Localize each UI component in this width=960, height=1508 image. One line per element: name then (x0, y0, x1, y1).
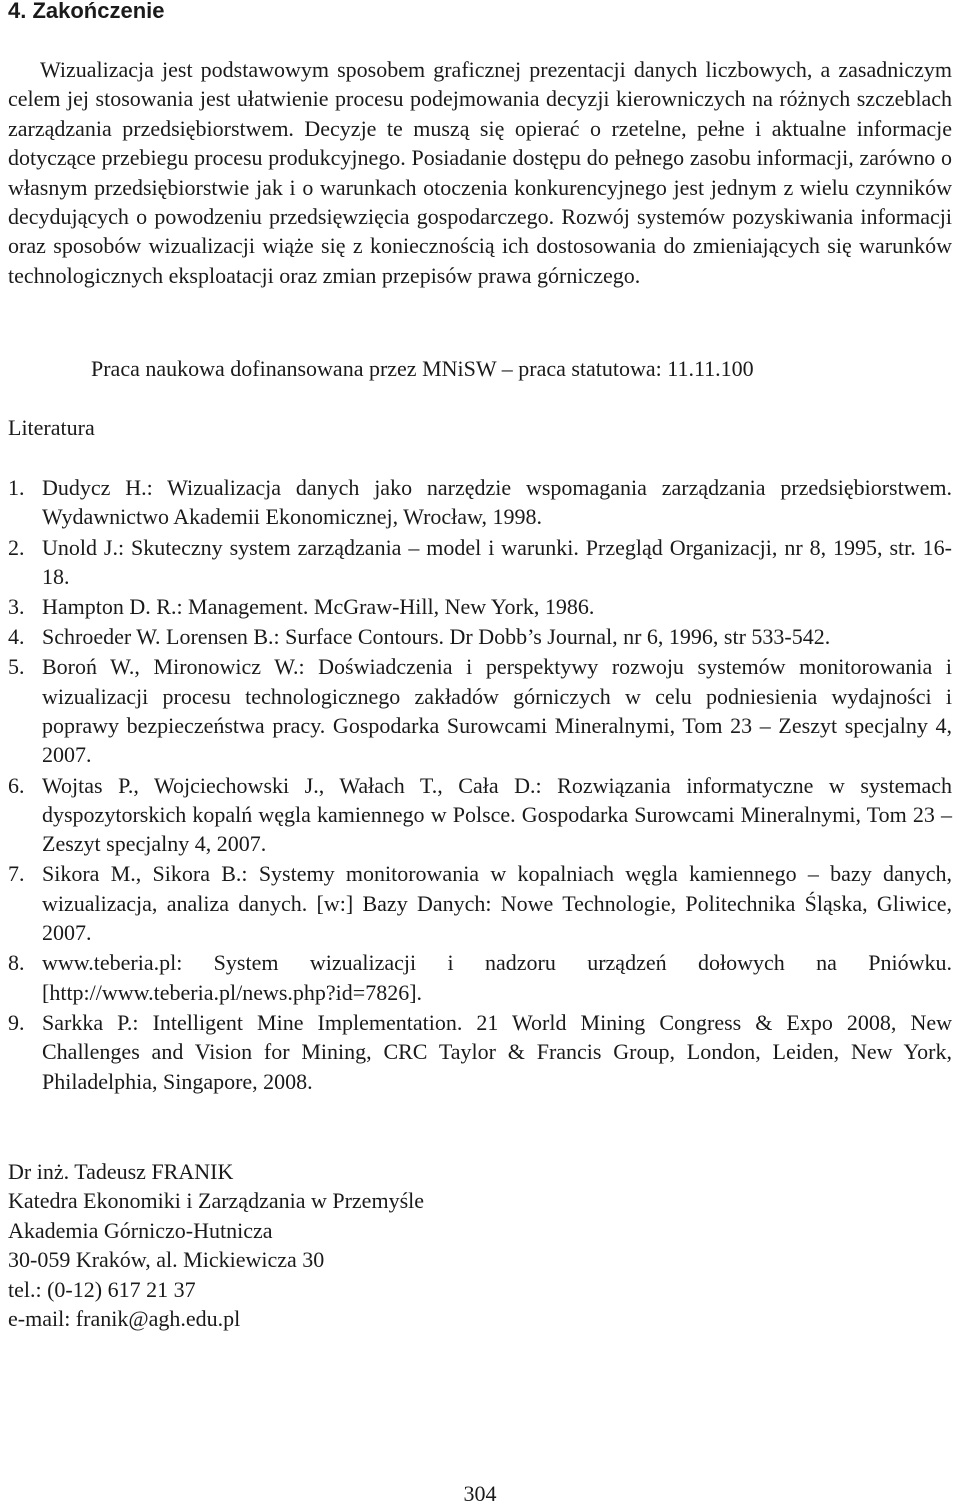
references-heading: Literatura (8, 415, 95, 440)
reference-text: Schroeder W. Lorensen B.: Surface Contours. Dr Dobb’s Journal, nr 6, 1996, str 533-542. (42, 624, 831, 650)
reference-item (8, 533, 952, 592)
section-heading: 4. Zakończenie (8, 0, 165, 23)
reference-item (8, 771, 952, 859)
reference-text: www.teberia.pl: System wizualizacji i nadzoru urządzeń dołowych na Pniówku. [http://www.teberia.pl/news.php?id=7826]. (42, 950, 952, 1005)
author-phone: tel.: (0-12) 617 21 37 (8, 1276, 196, 1302)
reference-text: Unold J.: Skuteczny system zarządzania – model i warunki. Przegląd Organizacji, nr 8, 1995, str. 16-18. (42, 534, 952, 589)
reference-number: 1. (8, 475, 25, 500)
reference-text: Dudycz H.: Wizualizacja danych jako narzędzie wspomagania zarządzania przedsiębiorstwem. Wydawnictwo Akademii Ekonomicznej, Wrocław, 1998. (42, 475, 952, 530)
reference-item (8, 592, 952, 621)
reference-text: Wojtas P., Wojciechowski J., Wałach T., Cała D.: Rozwiązania informatyczne w systemach dyspozytorskich kopalń węgla kamiennego w Polsce. Gospodarka Surowcami Mineralnymi, Tom 23 – Zeszyt specjalny 4, 2007. (42, 772, 952, 857)
author-university: Akademia Górniczo-Hutnicza (8, 1217, 273, 1243)
reference-number: 9. (8, 1009, 25, 1035)
reference-text: Sikora M., Sikora B.: Systemy monitorowania w kopalniach węgla kamiennego – bazy danych, wizualizacja, analiza danych. [w:] Bazy Danych: Nowe Technologie, Politechnika Śląska, Gliwice, 2007. (42, 861, 952, 946)
reference-text: Hampton D. R.: Management. McGraw-Hill, New York, 1986. (42, 594, 595, 619)
reference-item (8, 652, 952, 770)
reference-item (8, 622, 952, 651)
reference-text: Sarkka P.: Intelligent Mine Implementation. 21 World Mining Congress & Expo 2008, New Challenges and Vision for Mining, CRC Taylor & Francis Group, London, Leiden, New York, Philadelphia, Singapore, 2008. (42, 1009, 952, 1094)
page-number: 304 (463, 1481, 497, 1506)
references-list (8, 473, 952, 1097)
author-address: 30-059 Kraków, al. Mickiewicza 30 (8, 1247, 325, 1273)
reference-number: 8. (8, 950, 25, 976)
conclusion-paragraph: Wizualizacja jest podstawowym sposobem graficznej prezentacji danych liczbowych, a zasadniczym celem jej stosowania jest ułatwienie procesu podejmowania decyzji kierowniczych na różnych szczeblach zarządzania przedsiębiorstwem. Decyzje te muszą się opierać o rzetelne, pełne i aktualne informacje dotyczące przebiegu procesu produkcyjnego. Posiadanie dostępu do pełnego zasobu informacji, zarówno o własnym przedsiębiorstwie jak i o warunkach otoczenia konkurencyjnego jest jednym z wielu czynników decydujących o powodzeniu przedsięwzięcia gospodarczego. Rozwój systemów pozyskiwania informacji oraz sposobów wizualizacji wiąże się z koniecznością ich dostosowania do zmieniających się warunków technologicznych eksploatacji oraz zmian przepisów prawa górniczego. (8, 57, 952, 288)
reference-item (8, 473, 952, 532)
author-block (8, 1157, 424, 1333)
reference-number: 3. (8, 594, 25, 619)
reference-number: 7. (8, 861, 25, 887)
reference-item (8, 1008, 952, 1096)
reference-number: 6. (8, 772, 25, 798)
reference-number: 2. (8, 534, 25, 560)
reference-item (8, 859, 952, 947)
author-department: Katedra Ekonomiki i Zarządzania w Przemyśle (8, 1188, 425, 1214)
author-email: e-mail: franik@agh.edu.pl (8, 1306, 241, 1332)
reference-number: 4. (8, 624, 25, 650)
reference-text: Boroń W., Mironowicz W.: Doświadczenia i perspektywy rozwoju systemów monitorowania i wizualizacji procesu technologicznego zakładów górniczych w celu podniesienia wydajności i poprawy bezpieczeństwa pracy. Gospodarka Surowcami Mineralnymi, Tom 23 – Zeszyt specjalny 4, 2007. (42, 654, 952, 768)
author-name: Dr inż. Tadeusz FRANIK (8, 1159, 234, 1184)
reference-number: 5. (8, 654, 25, 680)
funding-note: Praca naukowa dofinansowana przez MNiSW – praca statutowa: 11.11.100 (91, 356, 754, 381)
reference-item (8, 948, 952, 1007)
